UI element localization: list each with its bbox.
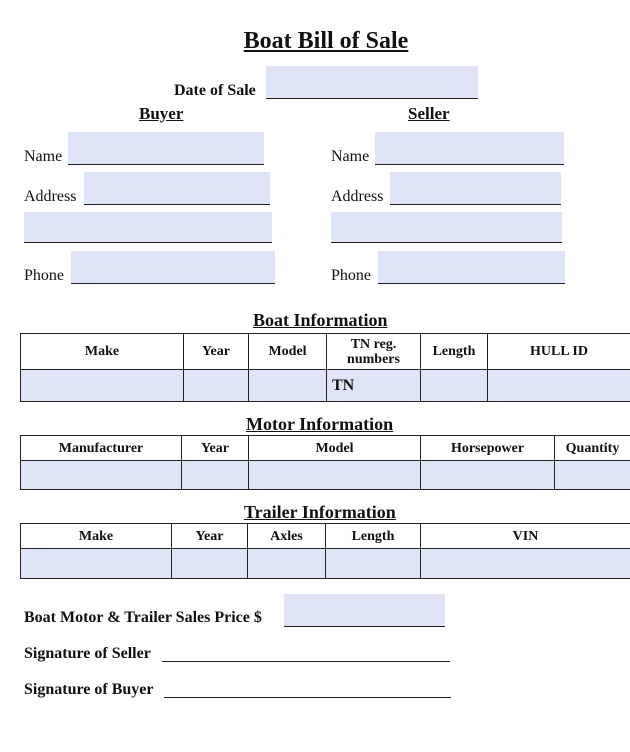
buyer-name-label: Name [24,148,63,165]
boat-year-field[interactable] [184,370,249,402]
boat-tn-reg-field[interactable] [327,370,421,402]
buyer-address-label: Address [24,188,77,205]
seller-address-field[interactable] [390,172,561,204]
buyer-address-field[interactable] [84,172,270,204]
trailer-col-length: Length [326,524,421,549]
signature-seller-label: Signature of Seller [24,645,151,662]
boat-info-table [20,333,630,402]
buyer-phone-field[interactable] [71,251,275,283]
trailer-col-year: Year [172,524,248,549]
motor-col-year: Year [182,436,249,461]
sales-price-label: Boat Motor & Trailer Sales Price $ [24,609,262,626]
motor-col-horsepower: Horsepower [421,436,555,461]
date-of-sale-underline [266,98,478,99]
seller-name-field[interactable] [375,132,564,164]
signature-buyer-label: Signature of Buyer [24,681,154,698]
sales-price-underline [284,626,445,627]
trailer-vin-field[interactable] [421,549,630,579]
boat-col-make: Make [21,334,184,370]
signature-seller-line[interactable] [162,661,450,662]
motor-info-heading: Motor Information [246,414,394,434]
motor-col-manufacturer: Manufacturer [21,436,182,461]
tn-prefix: TN [332,377,355,394]
buyer-name-field[interactable] [68,132,264,164]
seller-address-label: Address [331,188,384,205]
boat-col-tn-reg [327,334,421,370]
boat-col-year: Year [184,334,249,370]
boat-length-field[interactable] [421,370,488,402]
boat-info-heading: Boat Information [253,310,388,330]
trailer-col-axles: Axles [248,524,326,549]
motor-info-table [20,435,630,490]
seller-phone-label: Phone [331,267,371,284]
boat-model-field[interactable] [249,370,327,402]
date-of-sale-field[interactable] [266,66,478,98]
seller-name-label: Name [331,148,370,165]
form-title: Boat Bill of Sale [243,28,409,54]
trailer-col-vin: VIN [421,524,630,549]
boat-col-tn-reg-label: TN reg. numbers [347,336,400,367]
seller-address-underline [390,204,561,205]
motor-col-model: Model [249,436,421,461]
date-of-sale-label: Date of Sale [174,82,256,99]
trailer-make-field[interactable] [21,549,172,579]
motor-quantity-field[interactable] [555,461,630,490]
trailer-info-heading: Trailer Information [244,502,396,522]
trailer-col-make: Make [21,524,172,549]
signature-buyer-line[interactable] [164,697,451,698]
motor-horsepower-field[interactable] [421,461,555,490]
boat-col-model: Model [249,334,327,370]
motor-model-field[interactable] [249,461,421,490]
buyer-name-underline [68,164,264,165]
seller-phone-underline [378,283,565,284]
boat-hull-id-field[interactable] [488,370,630,402]
trailer-length-field[interactable] [326,549,421,579]
buyer-phone-underline [71,283,275,284]
seller-name-underline [375,164,564,165]
buyer-heading: Buyer [139,104,184,123]
sales-price-field[interactable] [284,594,445,626]
motor-year-field[interactable] [182,461,249,490]
buyer-phone-label: Phone [24,267,64,284]
boat-make-field[interactable] [21,370,184,402]
trailer-axles-field[interactable] [248,549,326,579]
boat-col-hull-id: HULL ID [488,334,630,370]
trailer-info-table [20,523,630,579]
seller-address-line2-underline [331,242,562,243]
seller-phone-field[interactable] [378,251,565,283]
buyer-address-underline [84,204,270,205]
seller-address-line2-field[interactable] [331,212,562,242]
motor-manufacturer-field[interactable] [21,461,182,490]
trailer-year-field[interactable] [172,549,248,579]
seller-heading: Seller [408,104,450,123]
buyer-address-line2-underline [24,242,272,243]
boat-col-length: Length [421,334,488,370]
buyer-address-line2-field[interactable] [24,212,272,242]
motor-col-quantity: Quantity [555,436,630,461]
